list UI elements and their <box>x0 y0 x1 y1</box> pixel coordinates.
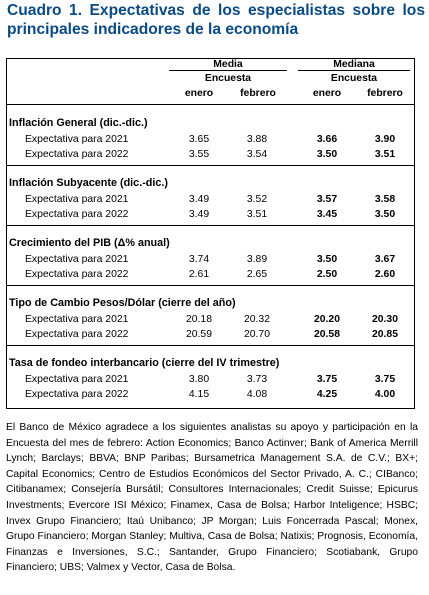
mediana-enero-value: 20.58 <box>313 329 340 340</box>
mediana-enero-value: 3.57 <box>316 194 338 205</box>
mediana-febrero-value: 4.00 <box>374 389 396 400</box>
media-febrero-value: 3.88 <box>246 134 268 145</box>
mediana-enero-value: 3.75 <box>316 374 338 385</box>
media-febrero-value: 20.70 <box>243 329 270 340</box>
row-label: Expectativa para 2021 <box>25 194 129 205</box>
section-rule <box>7 345 414 346</box>
mediana-header: Mediana <box>333 59 375 70</box>
mediana-febrero-value: 3.50 <box>374 209 396 220</box>
section-rule <box>7 225 414 226</box>
row-label: Expectativa para 2022 <box>25 269 129 280</box>
mediana-encuesta-header: Encuesta <box>330 73 378 84</box>
header-bottom-rule <box>7 104 414 105</box>
mediana-febrero-value: 3.58 <box>374 194 396 205</box>
mediana-febrero-value: 20.85 <box>371 329 398 340</box>
row-label: Expectativa para 2022 <box>25 209 129 220</box>
mediana-enero-value: 3.50 <box>316 254 338 265</box>
media-febrero-value: 3.54 <box>246 149 268 160</box>
mediana-enero-value: 3.66 <box>316 134 338 145</box>
media-febrero-header: febrero <box>240 88 276 99</box>
mediana-enero-value: 20.20 <box>313 314 340 325</box>
media-enero-value: 3.55 <box>188 149 210 160</box>
mediana-febrero-value: 3.75 <box>374 374 396 385</box>
mediana-febrero-value: 3.67 <box>374 254 396 265</box>
mediana-febrero-value: 2.60 <box>374 269 396 280</box>
media-enero-value: 4.15 <box>188 389 210 400</box>
row-label: Expectativa para 2021 <box>25 134 129 145</box>
mediana-enero-value: 2.50 <box>316 269 338 280</box>
row-label: Expectativa para 2021 <box>25 254 129 265</box>
mediana-enero-header: enero <box>312 88 342 99</box>
row-label: Expectativa para 2021 <box>25 374 129 385</box>
section-rule <box>7 165 414 166</box>
section-title: Inflación General (dic.-dic.) <box>9 117 148 129</box>
media-febrero-value: 3.73 <box>246 374 268 385</box>
section-title: Crecimiento del PIB (Δ% anual) <box>9 237 170 249</box>
media-enero-header: enero <box>184 88 214 99</box>
media-febrero-value: 2.65 <box>246 269 268 280</box>
mediana-febrero-value: 20.30 <box>371 314 398 325</box>
row-label: Expectativa para 2021 <box>25 314 129 325</box>
table-title: Cuadro 1. Expectativas de los especialistas sobre los principales indicadores de la economía <box>7 2 425 38</box>
mediana-febrero-header: febrero <box>367 88 403 99</box>
media-febrero-value: 20.32 <box>243 314 270 325</box>
media-enero-value: 3.65 <box>188 134 210 145</box>
media-header: Media <box>213 59 243 70</box>
media-enero-value: 3.49 <box>188 209 210 220</box>
row-label: Expectativa para 2022 <box>25 329 129 340</box>
mediana-febrero-value: 3.90 <box>374 134 396 145</box>
media-enero-value: 3.80 <box>188 374 210 385</box>
section-title: Tasa de fondeo interbancario (cierre del IV trimestre) <box>9 357 280 369</box>
media-febrero-value: 4.08 <box>246 389 268 400</box>
row-label: Expectativa para 2022 <box>25 149 129 160</box>
row-label: Expectativa para 2022 <box>25 389 129 400</box>
media-enero-value: 20.18 <box>185 314 212 325</box>
media-encuesta-header: Encuesta <box>204 73 252 84</box>
media-febrero-value: 3.52 <box>246 194 268 205</box>
acknowledgements-note: El Banco de México agradece a los siguientes analistas su apoyo y participación en la Encuesta del mes de febrero: Action Economics; Banco Actinver; Bank of America Merrill Lynch; Barclays; BBVA; BNP Paribas; Bursametrica Management S.A. de C.V.; BX+; Capital Economics; Centro de Estudios Económicos del Sector Privado, A. C.; CIBanco; Citibanamex; Consejería Bursátil; Consultores Internacionales; Credit Suisse; Epicurus Investments; Evercore ISI México; Finamex, Casa de Bolsa; Harbor Inteligence; HSBC; Invex Grupo Financiero; Itaú Unibanco; JP Morgan; Luis Foncerrada Pascal; Monex, Grupo Financiero; Morgan Stanley; Multiva, Casa de Bolsa; Natixis; Prognosis, Economía, Finanzas e Inversiones, S.C.; Santander, Grupo Financiero; Scotiabank, Grupo Financiero; UBS; Valmex y Vector, Casa de Bolsa. <box>6 422 418 574</box>
media-enero-value: 3.74 <box>188 254 210 265</box>
media-enero-value: 2.61 <box>188 269 210 280</box>
section-title: Tipo de Cambio Pesos/Dólar (cierre del año) <box>9 297 236 309</box>
expectations-table <box>6 58 415 409</box>
media-enero-value: 20.59 <box>185 329 212 340</box>
mediana-febrero-value: 3.51 <box>374 149 396 160</box>
mediana-enero-value: 3.45 <box>316 209 338 220</box>
section-title: Inflación Subyacente (dic.-dic.) <box>9 177 168 189</box>
mediana-enero-value: 4.25 <box>316 389 338 400</box>
media-enero-value: 3.49 <box>188 194 210 205</box>
mediana-enero-value: 3.50 <box>316 149 338 160</box>
media-febrero-value: 3.51 <box>246 209 268 220</box>
section-rule <box>7 285 414 286</box>
media-febrero-value: 3.89 <box>246 254 268 265</box>
